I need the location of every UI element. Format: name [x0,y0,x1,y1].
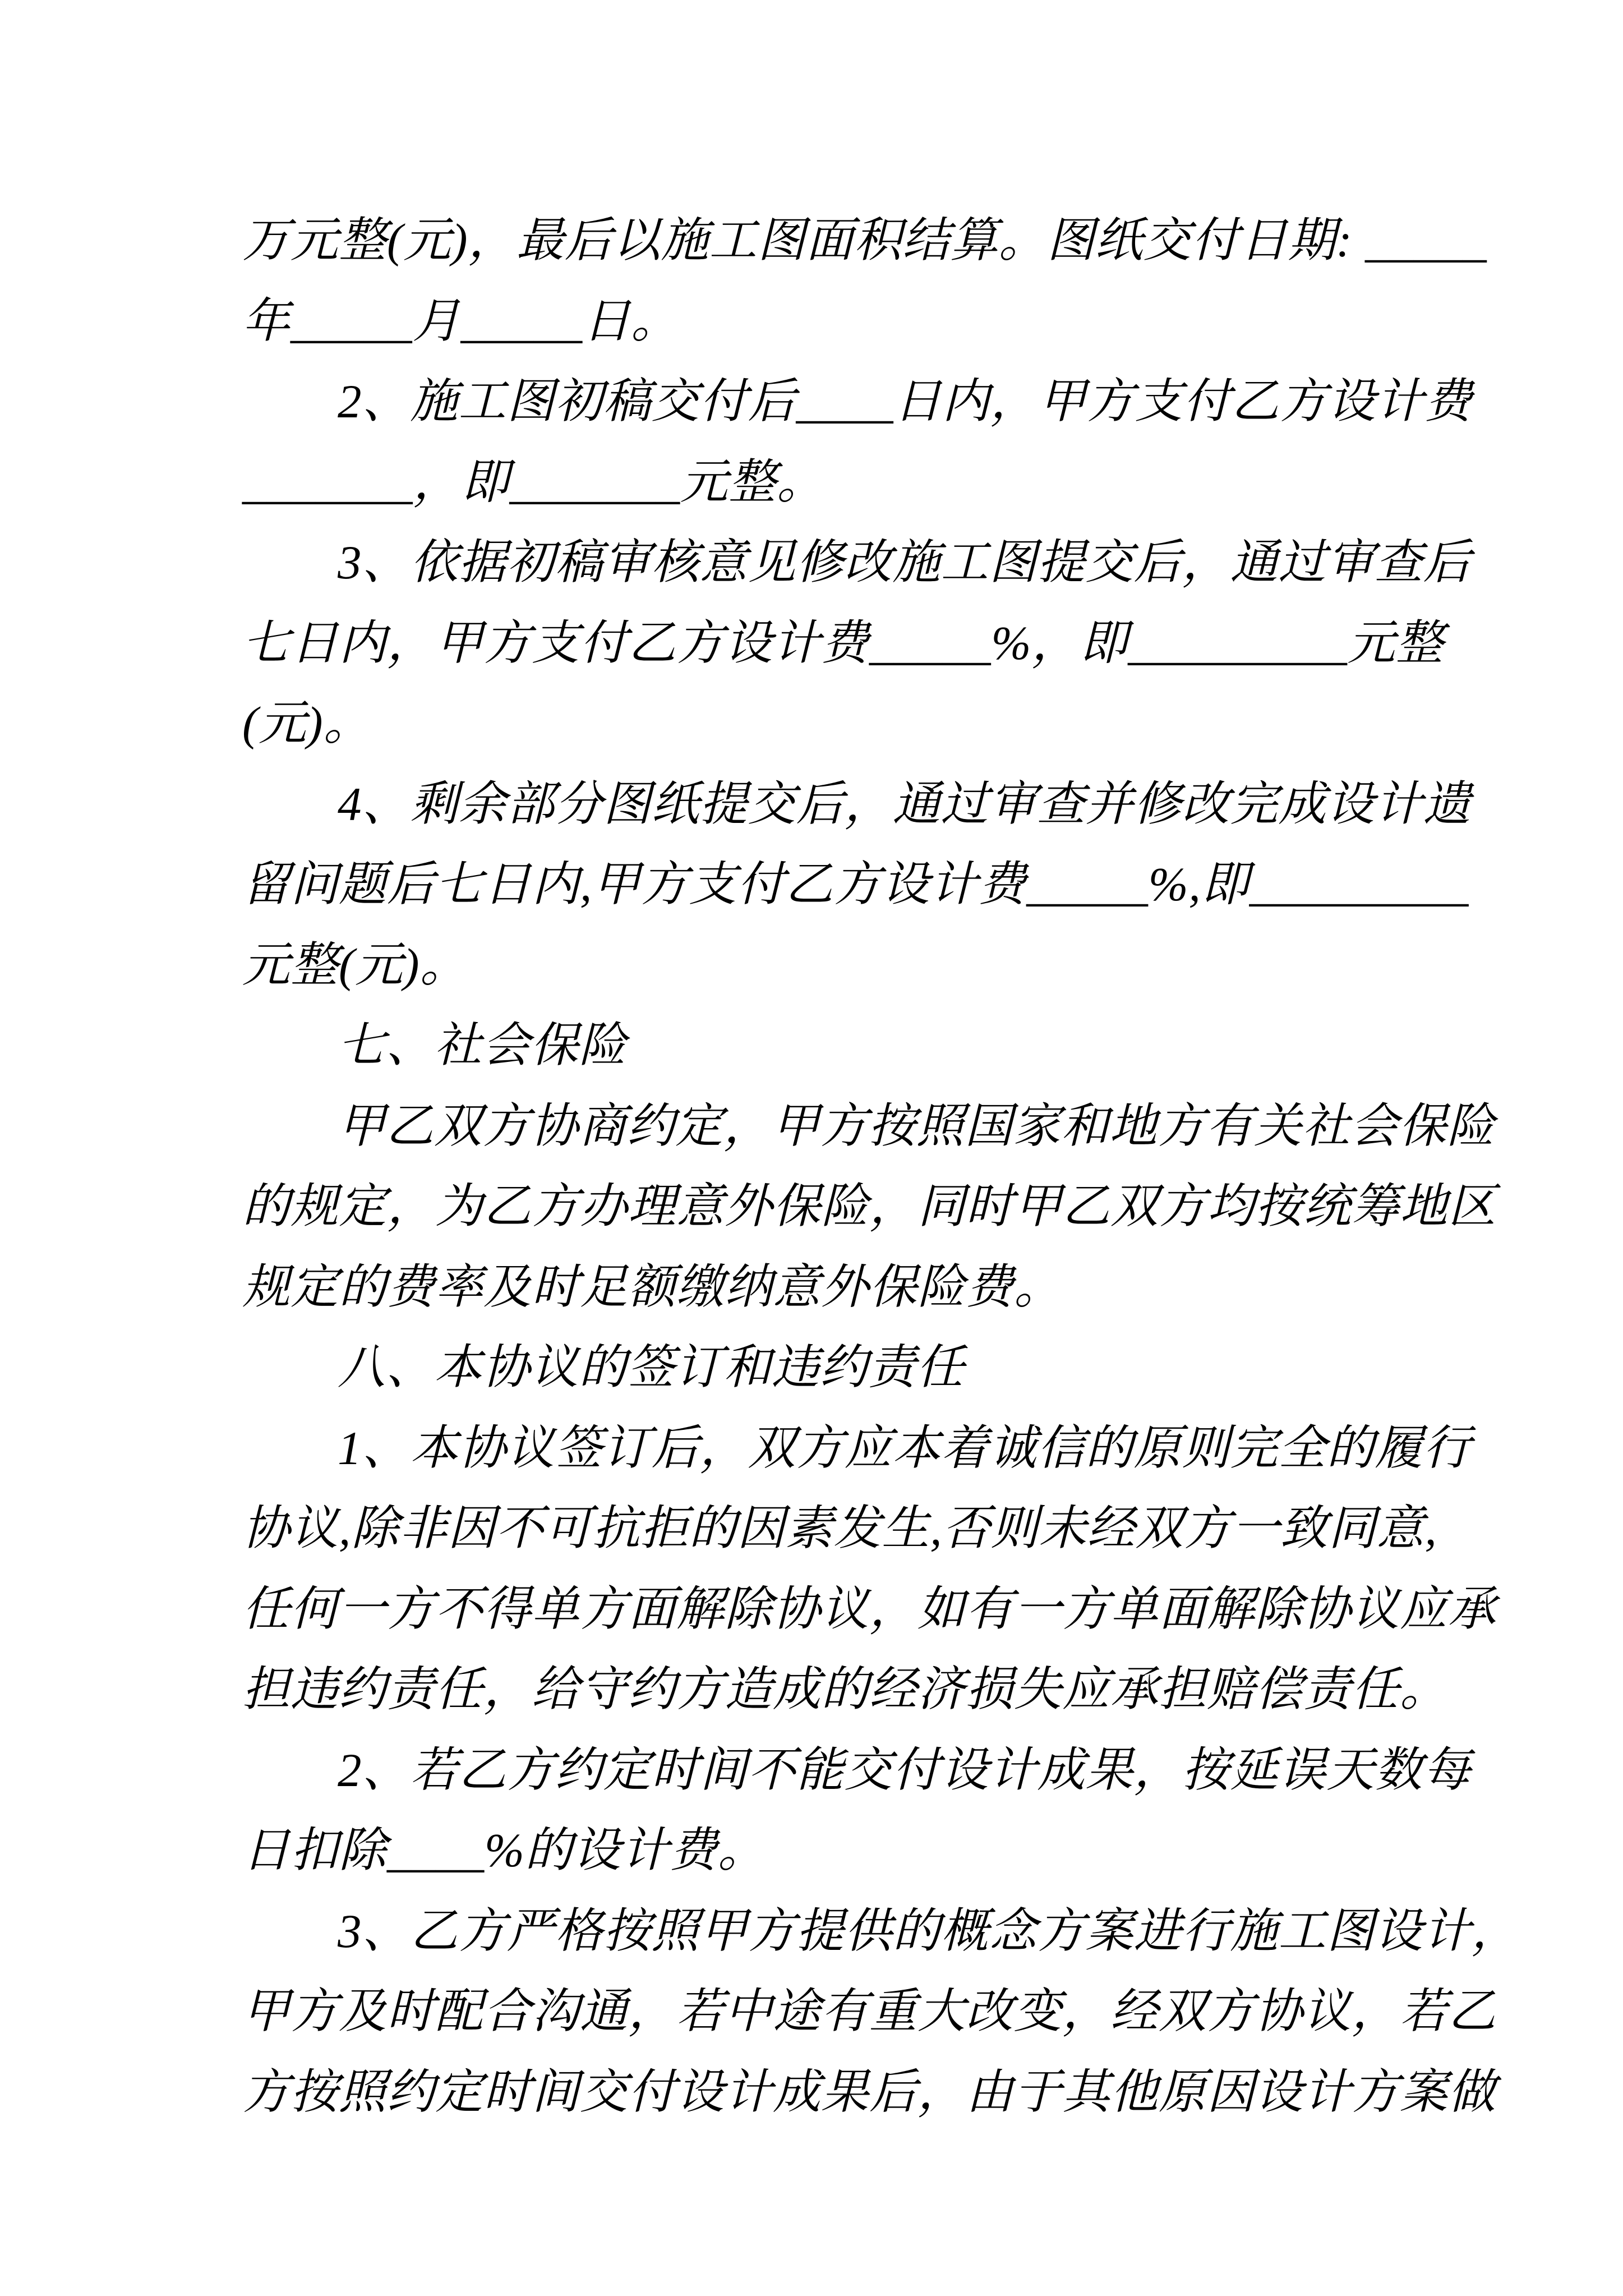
document-line: 八、本协议的签订和违约责任 [338,1341,965,1394]
document-line: 甲乙双方协商约定，甲方按照国家和地方有关社会保险 [338,1099,1496,1153]
document-line: 元整(元)。 [242,938,468,992]
document-line: 七、社会保险 [338,1019,628,1072]
document-line: 万元整(元)，最后以施工图面积结算。图纸交付日期: _____ [242,214,1487,267]
document-line: 3、依据初稿审核意见修改施工图提交后，通过审查后 [338,536,1472,589]
document-line: 任何一方不得单方面解除协议，如有一方单面解除协议应承 [242,1582,1497,1636]
document-line: 1、本协议签订后，双方应本着诚信的原则完全的履行 [338,1421,1472,1475]
document-line: 3、乙方严格按照甲方提供的概念方案进行施工图设计， [338,1904,1520,1958]
document-line: 担违约责任，给守约方造成的经济损失应承担赔偿责任。 [242,1663,1449,1716]
document-line: 甲方及时配合沟通，若中途有重大改变，经双方协议，若乙 [242,1985,1497,2038]
document-line: 的规定，为乙方办理意外保险，同时甲乙双方均按统筹地区 [242,1180,1497,1233]
contract-text-block [242,201,1520,2133]
document-line: 七日内，甲方支付乙方设计费_____%，即_________元整 [242,616,1444,670]
document-line: 留问题后七日内,甲方支付乙方设计费_____%,即_________ [242,858,1469,911]
document-line: _______，即_______元整。 [242,455,826,509]
document-line: 日扣除____%的设计费。 [242,1824,766,1877]
document-line: 4、剩余部分图纸提交后，通过审查并修改完成设计遗 [338,777,1472,831]
document-line: 2、施工图初稿交付后____日内，甲方支付乙方设计费 [338,375,1473,428]
document-line: 年_____月_____日。 [242,295,680,348]
document-line: 方按照约定时间交付设计成果后，由于其他原因设计方案做 [242,2065,1497,2119]
document-line: 规定的费率及时足额缴纳意外保险费。 [242,1260,1063,1314]
document-line: 2、若乙方约定时间不能交付设计成果，按延误天数每 [338,1743,1472,1797]
document-line: (元)。 [242,697,372,750]
document-line: 协议,除非因不可抗拒的因素发生,否则未经双方一致同意, [242,1502,1437,1555]
